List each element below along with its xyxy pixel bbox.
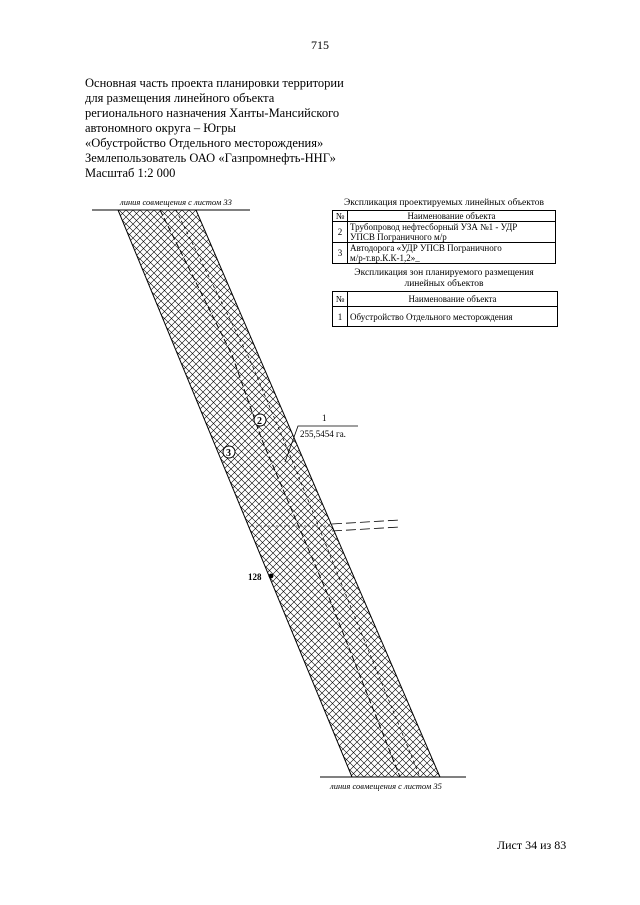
table-row (333, 307, 558, 327)
header-line: для размещения линейного объекта (85, 91, 275, 105)
zone-callout-number: 1 (322, 413, 327, 423)
survey-point-label: 128 (248, 572, 262, 582)
zone-table-title-line: линейных объектов (404, 279, 484, 289)
crossing-line (332, 520, 400, 524)
header-line: автономного округа – Югры (85, 121, 236, 135)
linear-objects-table (332, 210, 556, 264)
header-line: Землепользователь ОАО «Газпромнефть-ННГ» (85, 151, 336, 165)
column-header: Наименование объекта (348, 292, 558, 307)
row-name-line: Трубопровод нефтесборный УЗА №1 - УДР (350, 222, 518, 232)
row-name-line: м/р-т.вр.К.К-1,2»_ (350, 253, 420, 263)
row-number: 3 (333, 243, 348, 264)
table-row (333, 243, 556, 264)
row-name: Обустройство Отдельного месторождения (348, 307, 558, 327)
row-name (348, 243, 556, 264)
crossing-line (332, 527, 400, 531)
column-header: Наименование объекта (348, 211, 556, 222)
column-header: № (333, 211, 348, 222)
row-name (348, 222, 556, 243)
top-connection-label: линия совмещения с листом 33 (120, 197, 232, 207)
scale-label: Масштаб 1:2 000 (85, 166, 176, 180)
zone-table-title (330, 268, 558, 290)
marker-2-label: 2 (257, 416, 262, 427)
bottom-connection-label: линия совмещения с листом 35 (330, 781, 442, 791)
page-number: 715 (311, 38, 329, 52)
row-name-line: УПСВ Пограничного м/р (350, 232, 447, 242)
survey-point (269, 574, 274, 579)
marker-3-label: 3 (226, 448, 231, 459)
linear-objects-table-title: Экспликация проектируемых линейных объектов (343, 198, 545, 208)
zone-table (332, 291, 558, 327)
table-row (333, 222, 556, 243)
row-number: 1 (333, 307, 348, 327)
header-line: регионального назначения Ханты-Мансийского (85, 106, 340, 120)
zone-area-label: 255,5454 га. (300, 429, 346, 439)
sheet-number: Лист 34 из 83 (497, 838, 567, 852)
column-header: № (333, 292, 348, 307)
table-header-row (333, 211, 556, 222)
header-line: «Обустройство Отдельного месторождения» (85, 136, 324, 150)
zone-table-title-line: Экспликация зон планируемого размещения (354, 268, 534, 278)
table-header-row (333, 292, 558, 307)
row-name-line: Автодорога «УДР УПСВ Пограничного (350, 243, 502, 253)
header-line: Основная часть проекта планировки территории (85, 76, 344, 90)
row-number: 2 (333, 222, 348, 243)
